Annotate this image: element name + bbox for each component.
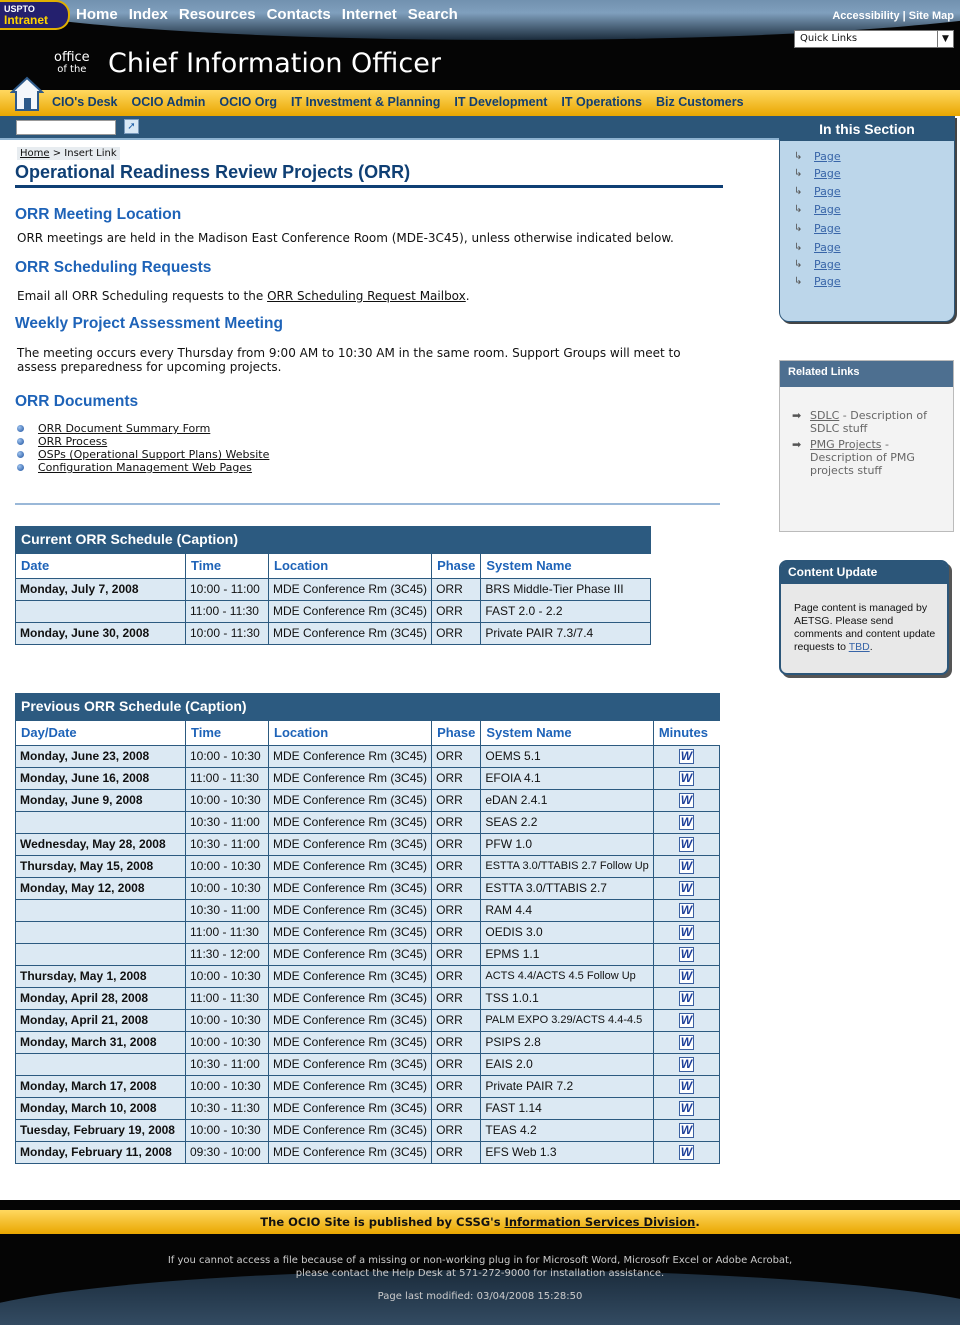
word-document-icon[interactable]: W bbox=[680, 990, 693, 1005]
cell-system-name: ESTTA 3.0/TTABIS 2.7 Follow Up bbox=[481, 855, 653, 877]
list-item bbox=[794, 276, 841, 293]
current-schedule-table bbox=[15, 526, 651, 645]
cell-date bbox=[16, 943, 186, 965]
cell-minutes bbox=[653, 1053, 719, 1075]
section-page-link[interactable]: ↳ Page bbox=[794, 275, 841, 288]
table-row bbox=[16, 811, 720, 833]
cell-phase: ORR bbox=[432, 921, 481, 943]
table-row bbox=[16, 943, 720, 965]
scheduling-heading: ORR Scheduling Requests bbox=[15, 259, 212, 276]
cell-minutes bbox=[653, 1119, 719, 1141]
word-document-icon[interactable]: W bbox=[680, 748, 693, 763]
cell-location: MDE Conference Rm (3C45) bbox=[269, 745, 432, 767]
in-this-section-panel bbox=[779, 116, 955, 322]
site-footer bbox=[0, 1200, 960, 1325]
section-page-link[interactable]: ↳ Page bbox=[794, 258, 841, 271]
table-row bbox=[16, 1141, 720, 1163]
cell-time: 10:00 - 10:30 bbox=[186, 1031, 269, 1053]
section-page-link[interactable]: ↳ Page bbox=[794, 150, 841, 163]
cell-system-name: OEDIS 3.0 bbox=[481, 921, 653, 943]
list-item bbox=[15, 422, 269, 435]
cell-location: MDE Conference Rm (3C45) bbox=[269, 1141, 432, 1163]
cell-location: MDE Conference Rm (3C45) bbox=[269, 1075, 432, 1097]
cell-date: Monday, April 21, 2008 bbox=[16, 1009, 186, 1031]
cell-phase: ORR bbox=[432, 1075, 481, 1097]
office-line2: of the bbox=[57, 64, 87, 75]
cell-minutes bbox=[653, 1031, 719, 1053]
cell-minutes bbox=[653, 833, 719, 855]
table-row bbox=[16, 965, 720, 987]
office-line1: office bbox=[54, 50, 90, 65]
cell-phase: ORR bbox=[432, 965, 481, 987]
cell-location: MDE Conference Rm (3C45) bbox=[269, 855, 432, 877]
cell-minutes bbox=[653, 811, 719, 833]
quick-links-select[interactable] bbox=[794, 30, 954, 48]
site-title: Chief Information Officer bbox=[108, 48, 441, 79]
cell-system-name: Private PAIR 7.3/7.4 bbox=[481, 622, 651, 644]
cell-location: MDE Conference Rm (3C45) bbox=[269, 767, 432, 789]
cell-minutes bbox=[653, 1097, 719, 1119]
cell-location: MDE Conference Rm (3C45) bbox=[269, 1009, 432, 1031]
cell-phase: ORR bbox=[432, 1031, 481, 1053]
location-heading: ORR Meeting Location bbox=[15, 206, 182, 223]
section-nav-it-investment[interactable]: IT Investment & Planning bbox=[291, 95, 441, 109]
section-nav-ocio-org[interactable]: OCIO Org bbox=[219, 95, 278, 109]
word-document-icon[interactable]: W bbox=[680, 858, 693, 873]
weekly-text: The meeting occurs every Thursday from 9:00 AM to 10:30 AM in the same room. Support Groups will meet to assess preparedness for upcoming projects. bbox=[17, 346, 681, 374]
content-update-text bbox=[794, 602, 942, 654]
table-row bbox=[16, 1097, 720, 1119]
table-row bbox=[16, 833, 720, 855]
doc-link-config-mgmt[interactable]: Configuration Management Web Pages bbox=[38, 461, 252, 474]
cell-time: 10:30 - 11:30 bbox=[186, 1097, 269, 1119]
chevron-down-icon[interactable]: ▼ bbox=[937, 31, 953, 47]
related-link-desc: - Description of PMG projects stuff bbox=[810, 438, 915, 477]
section-divider bbox=[15, 503, 720, 505]
doc-link-summary-form[interactable]: ORR Document Summary Form bbox=[38, 422, 211, 435]
footer-plugin-note bbox=[0, 1254, 960, 1280]
word-document-icon[interactable]: W bbox=[680, 902, 693, 917]
column-header-system-name: System Name bbox=[481, 554, 651, 578]
cell-time: 10:30 - 11:00 bbox=[186, 811, 269, 833]
cell-phase: ORR bbox=[432, 600, 481, 622]
previous-schedule-caption: Previous ORR Schedule (Caption) bbox=[15, 693, 720, 721]
list-item bbox=[794, 242, 841, 259]
list-item bbox=[794, 204, 841, 223]
logo-top-text: USPTO bbox=[4, 4, 35, 14]
table-row bbox=[16, 987, 720, 1009]
scheduling-post: . bbox=[465, 289, 470, 303]
cell-location: MDE Conference Rm (3C45) bbox=[269, 987, 432, 1009]
footer-post: . bbox=[695, 1215, 700, 1229]
table-row bbox=[16, 1031, 720, 1053]
cell-time: 10:00 - 11:30 bbox=[186, 622, 269, 644]
cell-minutes bbox=[653, 855, 719, 877]
topnav-resources[interactable]: Resources bbox=[178, 6, 256, 23]
cell-time: 10:00 - 10:30 bbox=[186, 745, 269, 767]
word-document-icon[interactable]: W bbox=[680, 836, 693, 851]
section-page-link[interactable]: ↳ Page bbox=[794, 203, 841, 216]
cell-time: 10:30 - 11:00 bbox=[186, 833, 269, 855]
search-bar bbox=[0, 116, 780, 140]
uspto-intranet-logo[interactable] bbox=[0, 0, 70, 30]
word-document-icon[interactable]: W bbox=[680, 946, 693, 961]
content-update-panel bbox=[779, 560, 949, 675]
table-row bbox=[16, 745, 720, 767]
location-text: ORR meetings are held in the Madison East Conference Room (MDE-3C45), unless otherwise indicated below. bbox=[17, 231, 674, 245]
topnav-internet[interactable]: Internet bbox=[341, 6, 397, 23]
cell-minutes bbox=[653, 943, 719, 965]
list-item bbox=[15, 435, 269, 448]
cell-location: MDE Conference Rm (3C45) bbox=[269, 1053, 432, 1075]
cell-minutes bbox=[653, 745, 719, 767]
cell-phase: ORR bbox=[432, 622, 481, 644]
content-update-title: Content Update bbox=[781, 562, 947, 584]
cell-phase: ORR bbox=[432, 943, 481, 965]
quick-links-value: Quick Links bbox=[800, 33, 858, 44]
cell-phase: ORR bbox=[432, 1141, 481, 1163]
column-header-phase: Phase bbox=[432, 721, 481, 745]
section-page-link[interactable]: ↳ Page bbox=[794, 222, 841, 235]
table-row bbox=[16, 877, 720, 899]
cell-location: MDE Conference Rm (3C45) bbox=[269, 622, 432, 644]
related-links-title: Related Links bbox=[780, 361, 953, 387]
related-link-item bbox=[792, 409, 942, 435]
cell-time: 11:00 - 11:30 bbox=[186, 600, 269, 622]
word-document-icon[interactable]: W bbox=[680, 1012, 693, 1027]
cell-minutes bbox=[653, 1141, 719, 1163]
word-document-icon[interactable]: W bbox=[680, 924, 693, 939]
current-schedule-caption: Current ORR Schedule (Caption) bbox=[15, 526, 651, 554]
breadcrumb-current[interactable]: Insert Link bbox=[64, 148, 117, 159]
table-row bbox=[16, 622, 651, 644]
topnav-home[interactable]: Home bbox=[76, 6, 118, 23]
cell-time: 10:00 - 10:30 bbox=[186, 1075, 269, 1097]
scheduling-pre: Email all ORR Scheduling requests to the bbox=[17, 289, 268, 303]
footer-publisher-bar bbox=[0, 1210, 960, 1234]
column-header-time: Time bbox=[186, 554, 269, 578]
cell-date bbox=[16, 921, 186, 943]
word-document-icon[interactable]: W bbox=[680, 814, 693, 829]
cell-location: MDE Conference Rm (3C45) bbox=[269, 1119, 432, 1141]
table-row bbox=[16, 578, 651, 600]
cell-system-name: EFS Web 1.3 bbox=[481, 1141, 653, 1163]
cell-location: MDE Conference Rm (3C45) bbox=[269, 600, 432, 622]
table-row bbox=[16, 1075, 720, 1097]
cell-phase: ORR bbox=[432, 745, 481, 767]
table-row bbox=[16, 767, 720, 789]
cell-system-name: ACTS 4.4/ACTS 4.5 Follow Up bbox=[481, 965, 653, 987]
cell-location: MDE Conference Rm (3C45) bbox=[269, 789, 432, 811]
cell-phase: ORR bbox=[432, 789, 481, 811]
column-header-location: Location bbox=[269, 721, 432, 745]
content-update-body: Page content is managed by AETSG. Please send comments and content update requests to bbox=[794, 602, 936, 653]
cell-phase: ORR bbox=[432, 987, 481, 1009]
related-link-item bbox=[792, 438, 942, 477]
cell-time: 11:00 - 11:30 bbox=[186, 987, 269, 1009]
cell-phase: ORR bbox=[432, 1119, 481, 1141]
word-document-icon[interactable]: W bbox=[680, 1144, 693, 1159]
cell-time: 10:00 - 10:30 bbox=[186, 877, 269, 899]
cell-phase: ORR bbox=[432, 578, 481, 600]
table-row bbox=[16, 1119, 720, 1141]
list-item bbox=[15, 448, 269, 461]
column-header-system-name: System Name bbox=[481, 721, 653, 745]
cell-system-name: BRS Middle-Tier Phase III bbox=[481, 578, 651, 600]
cell-date: Monday, July 7, 2008 bbox=[16, 578, 186, 600]
top-nav bbox=[76, 6, 458, 23]
cell-date: Tuesday, February 19, 2008 bbox=[16, 1119, 186, 1141]
previous-schedule-table bbox=[15, 693, 720, 1164]
list-item bbox=[794, 168, 841, 186]
scheduling-text bbox=[17, 289, 470, 303]
column-header-day-date: Day/Date bbox=[16, 721, 186, 745]
cell-time: 11:00 - 11:30 bbox=[186, 921, 269, 943]
section-page-list bbox=[794, 151, 841, 293]
table-row bbox=[16, 1053, 720, 1075]
cell-phase: ORR bbox=[432, 767, 481, 789]
cell-system-name: EAIS 2.0 bbox=[481, 1053, 653, 1075]
cell-system-name: TSS 1.0.1 bbox=[481, 987, 653, 1009]
cell-system-name: TEAS 4.2 bbox=[481, 1119, 653, 1141]
cell-system-name: EPMS 1.1 bbox=[481, 943, 653, 965]
cell-date: Monday, June 30, 2008 bbox=[16, 622, 186, 644]
table-row bbox=[16, 921, 720, 943]
doc-link-osps[interactable]: OSPs (Operational Support Plans) Website bbox=[38, 448, 270, 461]
section-page-link[interactable]: ↳ Page bbox=[794, 185, 841, 198]
cell-phase: ORR bbox=[432, 877, 481, 899]
office-of-the bbox=[54, 52, 90, 76]
related-link-desc: - Description of SDLC stuff bbox=[810, 409, 927, 435]
cell-system-name: SEAS 2.2 bbox=[481, 811, 653, 833]
related-links-panel bbox=[779, 360, 954, 532]
documents-heading: ORR Documents bbox=[15, 393, 139, 410]
footer-note-line2: please contact the Help Desk at 571-272-9000 for installation assistance. bbox=[295, 1268, 665, 1279]
cell-time: 10:00 - 10:30 bbox=[186, 855, 269, 877]
table-header-row bbox=[16, 721, 720, 745]
cell-system-name: OEMS 5.1 bbox=[481, 745, 653, 767]
cell-system-name: FAST 1.14 bbox=[481, 1097, 653, 1119]
cell-location: MDE Conference Rm (3C45) bbox=[269, 965, 432, 987]
main-content bbox=[15, 145, 725, 474]
cell-date: Monday, April 28, 2008 bbox=[16, 987, 186, 1009]
table-row bbox=[16, 789, 720, 811]
doc-link-orr-process[interactable]: ORR Process bbox=[38, 435, 108, 448]
cell-phase: ORR bbox=[432, 1097, 481, 1119]
cell-minutes bbox=[653, 767, 719, 789]
cell-minutes bbox=[653, 921, 719, 943]
cell-minutes bbox=[653, 1009, 719, 1031]
list-item bbox=[794, 151, 841, 168]
breadcrumb bbox=[17, 147, 120, 160]
section-nav-it-development[interactable]: IT Development bbox=[454, 95, 548, 109]
cell-time: 10:30 - 11:00 bbox=[186, 1053, 269, 1075]
word-document-icon[interactable]: W bbox=[680, 1100, 693, 1115]
list-item bbox=[794, 223, 841, 242]
section-nav-ocio-admin[interactable]: OCIO Admin bbox=[131, 95, 206, 109]
word-document-icon[interactable]: W bbox=[680, 1122, 693, 1137]
table-row bbox=[16, 855, 720, 877]
cell-location: MDE Conference Rm (3C45) bbox=[269, 921, 432, 943]
word-document-icon[interactable]: W bbox=[680, 1034, 693, 1049]
cell-time: 10:00 - 10:30 bbox=[186, 965, 269, 987]
search-go-icon[interactable]: ➚ bbox=[124, 119, 139, 134]
column-header-date: Date bbox=[16, 554, 186, 578]
cell-minutes bbox=[653, 899, 719, 921]
cell-phase: ORR bbox=[432, 855, 481, 877]
cell-time: 10:00 - 10:30 bbox=[186, 789, 269, 811]
footer-isd-link[interactable]: Information Services Division bbox=[504, 1215, 696, 1229]
word-document-icon[interactable]: W bbox=[680, 968, 693, 983]
cell-time: 10:00 - 10:30 bbox=[186, 1119, 269, 1141]
breadcrumb-home[interactable]: Home bbox=[20, 148, 50, 159]
cell-system-name: ESTTA 3.0/TTABIS 2.7 bbox=[481, 877, 653, 899]
word-document-icon[interactable]: W bbox=[680, 792, 693, 807]
cell-phase: ORR bbox=[432, 811, 481, 833]
related-link-pmg[interactable]: PMG Projects bbox=[810, 438, 882, 451]
footer-note-line1: If you cannot access a file because of a missing or non-working plug in for Microsoft Word, Microsofr Excel or Adobe Acrobat, bbox=[167, 1255, 793, 1266]
cell-location: MDE Conference Rm (3C45) bbox=[269, 899, 432, 921]
cell-date: Monday, May 12, 2008 bbox=[16, 877, 186, 899]
cell-date bbox=[16, 600, 186, 622]
related-link-sdlc[interactable]: SDLC bbox=[810, 409, 840, 422]
footer-last-modified: Page last modified: 03/04/2008 15:28:50 bbox=[377, 1291, 583, 1302]
cell-system-name: RAM 4.4 bbox=[481, 899, 653, 921]
cell-minutes bbox=[653, 877, 719, 899]
section-nav bbox=[0, 90, 960, 116]
cell-date: Thursday, May 1, 2008 bbox=[16, 965, 186, 987]
cell-minutes bbox=[653, 1075, 719, 1097]
cell-date: Thursday, May 15, 2008 bbox=[16, 855, 186, 877]
cell-date: Wednesday, May 28, 2008 bbox=[16, 833, 186, 855]
search-input[interactable] bbox=[16, 120, 116, 135]
list-item bbox=[794, 186, 841, 204]
cell-date: Monday, June 9, 2008 bbox=[16, 789, 186, 811]
cell-system-name: PFW 1.0 bbox=[481, 833, 653, 855]
cell-system-name: PSIPS 2.8 bbox=[481, 1031, 653, 1053]
list-item bbox=[794, 259, 841, 276]
footer-pre: The OCIO Site is published by CSSG's bbox=[260, 1215, 505, 1229]
breadcrumb-separator: > bbox=[49, 148, 65, 159]
table-row bbox=[16, 1009, 720, 1031]
documents-list bbox=[15, 422, 269, 474]
cell-time: 09:30 - 10:00 bbox=[186, 1141, 269, 1163]
section-page-link[interactable]: ↳ Page bbox=[794, 241, 841, 254]
topnav-index[interactable]: Index bbox=[128, 6, 168, 23]
column-header-time: Time bbox=[186, 721, 269, 745]
page-title: Operational Readiness Review Projects (ORR) bbox=[15, 162, 723, 188]
section-page-link[interactable]: ↳ Page bbox=[794, 167, 841, 180]
table-row bbox=[16, 899, 720, 921]
cell-phase: ORR bbox=[432, 1053, 481, 1075]
cell-location: MDE Conference Rm (3C45) bbox=[269, 877, 432, 899]
home-icon[interactable] bbox=[10, 76, 44, 112]
cell-time: 11:00 - 11:30 bbox=[186, 767, 269, 789]
section-nav-biz-customers[interactable]: Biz Customers bbox=[656, 95, 744, 109]
in-this-section-title: In this Section bbox=[780, 117, 954, 141]
cell-time: 10:00 - 11:00 bbox=[186, 578, 269, 600]
topnav-search[interactable]: Search bbox=[407, 6, 458, 23]
cell-minutes bbox=[653, 789, 719, 811]
cell-location: MDE Conference Rm (3C45) bbox=[269, 1031, 432, 1053]
cell-location: MDE Conference Rm (3C45) bbox=[269, 578, 432, 600]
cell-location: MDE Conference Rm (3C45) bbox=[269, 1097, 432, 1119]
cell-location: MDE Conference Rm (3C45) bbox=[269, 943, 432, 965]
cell-date: Monday, March 10, 2008 bbox=[16, 1097, 186, 1119]
scheduling-mailbox-link[interactable]: ORR Scheduling Request Mailbox bbox=[267, 289, 466, 303]
cell-phase: ORR bbox=[432, 833, 481, 855]
cell-date: Monday, March 31, 2008 bbox=[16, 1031, 186, 1053]
weekly-heading: Weekly Project Assessment Meeting bbox=[15, 315, 283, 332]
cell-date bbox=[16, 811, 186, 833]
site-header bbox=[0, 0, 960, 90]
column-header-phase: Phase bbox=[432, 554, 481, 578]
section-nav-it-operations[interactable]: IT Operations bbox=[561, 95, 642, 109]
logo-bottom-text: Intranet bbox=[4, 13, 49, 27]
cell-time: 10:30 - 11:00 bbox=[186, 899, 269, 921]
cell-time: 10:00 - 10:30 bbox=[186, 1009, 269, 1031]
cell-system-name: EFOIA 4.1 bbox=[481, 767, 653, 789]
cell-system-name: Private PAIR 7.2 bbox=[481, 1075, 653, 1097]
cell-system-name: eDAN 2.4.1 bbox=[481, 789, 653, 811]
content-update-end: . bbox=[869, 641, 873, 653]
section-nav-items bbox=[52, 95, 744, 109]
cell-location: MDE Conference Rm (3C45) bbox=[269, 833, 432, 855]
word-document-icon[interactable]: W bbox=[680, 1078, 693, 1093]
cell-date: Monday, March 17, 2008 bbox=[16, 1075, 186, 1097]
cell-date bbox=[16, 899, 186, 921]
table-header-row bbox=[16, 554, 651, 578]
table-row bbox=[16, 600, 651, 622]
section-nav-cios-desk[interactable]: CIO's Desk bbox=[52, 95, 118, 109]
cell-date bbox=[16, 1053, 186, 1075]
list-item bbox=[15, 461, 269, 474]
cell-date: Monday, February 11, 2008 bbox=[16, 1141, 186, 1163]
word-document-icon[interactable]: W bbox=[680, 770, 693, 785]
column-header-location: Location bbox=[269, 554, 432, 578]
cell-phase: ORR bbox=[432, 899, 481, 921]
cell-time: 11:30 - 12:00 bbox=[186, 943, 269, 965]
cell-system-name: FAST 2.0 - 2.2 bbox=[481, 600, 651, 622]
cell-system-name: PALM EXPO 3.29/ACTS 4.4-4.5 bbox=[481, 1009, 653, 1031]
topnav-contacts[interactable]: Contacts bbox=[266, 6, 331, 23]
cell-date: Monday, June 23, 2008 bbox=[16, 745, 186, 767]
word-document-icon[interactable]: W bbox=[680, 1056, 693, 1071]
cell-minutes bbox=[653, 987, 719, 1009]
cell-date: Monday, June 16, 2008 bbox=[16, 767, 186, 789]
cell-location: MDE Conference Rm (3C45) bbox=[269, 811, 432, 833]
cell-phase: ORR bbox=[432, 1009, 481, 1031]
utility-links[interactable]: Accessibility | Site Map bbox=[832, 10, 954, 22]
word-document-icon[interactable]: W bbox=[680, 880, 693, 895]
cell-minutes bbox=[653, 965, 719, 987]
content-update-tbd-link[interactable]: TBD bbox=[848, 641, 870, 653]
column-header-minutes: Minutes bbox=[653, 721, 719, 745]
